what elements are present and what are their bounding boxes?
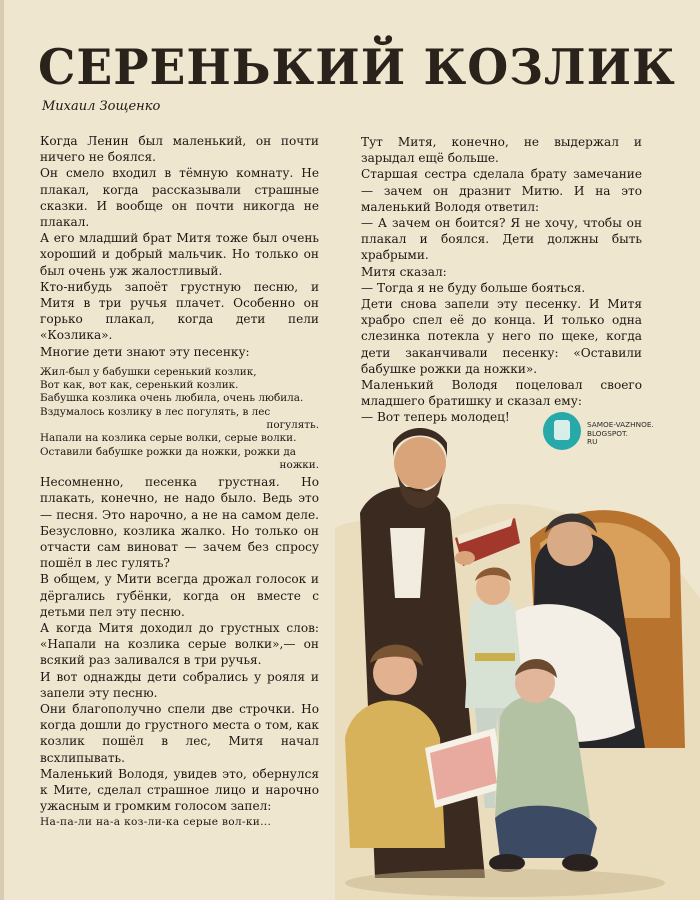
song-verse	[40, 366, 319, 472]
paragraph: Многие дети знают эту песенку:	[40, 344, 250, 359]
watermark-text: SAMOE-VAZHNOE. BLOGSPOT. RU	[587, 420, 654, 447]
song-line: Напали на козлика серые волки, серые волки.	[40, 432, 297, 445]
paragraph: Митя сказал:	[361, 264, 447, 279]
song-line: погулять.	[266, 419, 319, 432]
left-column	[40, 133, 319, 831]
paragraph: Старшая сестра сделала брату замечание — зачем он дразнит Митю. И на это маленький Володя ответил:	[361, 167, 642, 214]
author-name: Михаил Зощенко	[42, 99, 161, 114]
song-line: Жил-был у бабушки серенький козлик,	[40, 365, 257, 378]
page-edge	[0, 0, 4, 900]
paragraph: — Вот теперь молодец!	[361, 410, 510, 425]
paragraph: Тут Митя, конечно, не выдержал и зарыдал ещё больше.	[361, 135, 642, 166]
song-line: ножки.	[279, 458, 319, 471]
paragraph: Когда Ленин был маленький, он почти ничего не боялся.	[40, 134, 319, 165]
paragraph: Маленький Володя, увидев это, обернулся к Мите, сделал страшное лицо и нарочно ужасным и громким голосом запел:	[40, 766, 319, 814]
paragraph: Он смело входил в тёмную комнату. Не плакал, когда рассказывали страшные сказки. И вообще он почти никогда не плакал.	[40, 166, 319, 230]
paragraph: Несомненно, песенка грустная. Но плакать, конечно, не надо было. Ведь это — песня. Это нарочно, а не на самом деле. Безусловно, козлика жалко. Но только он отчасти сам виноват — зачем без спросу пошёл в лес гулять?	[40, 475, 319, 571]
final-song-line: На-па-ли на-а коз-ли-ка серые вол-ки...	[40, 816, 272, 829]
page-title: СЕРЕНЬКИЙ КОЗЛИК	[38, 38, 676, 96]
paragraph: Маленький Володя поцеловал своего младшего братишку и сказал ему:	[361, 378, 642, 409]
paragraph: А его младший брат Митя тоже был очень хороший и добрый мальчик. Но только он был очень уж жалостливый.	[40, 231, 319, 278]
right-column	[361, 134, 642, 426]
family-illustration	[335, 418, 700, 900]
paragraph: Они благополучно спели две строчки. Но когда дошли до грустного места о том, как козлик пошёл в лес, Митя начал всхлипывать.	[40, 702, 319, 765]
paragraph: В общем, у Мити всегда дрожал голосок и дёргались губёнки, когда он вместе с детьми пел эту песню.	[40, 572, 319, 619]
paragraph: А когда Митя доходил до грустных слов: «Напали на козлика серые волки»,— он всякий раз заливался в три ручья.	[40, 621, 319, 668]
paragraph: И вот однажды дети собрались у рояля и запели эту песню.	[40, 669, 319, 700]
paragraph: — Тогда я не буду больше бояться.	[361, 280, 586, 295]
song-line: Вот как, вот как, серенький козлик.	[40, 379, 239, 392]
song-line: Оставили бабушке рожки да ножки, рожки да	[40, 445, 296, 458]
song-line: Вздумалось козлику в лес погулять, в лес	[40, 405, 271, 418]
paragraph: Кто-нибудь запоёт грустную песню, и Митя в три ручья плачет. Особенно он горько плакал, когда дети пели «Козлика».	[40, 279, 319, 343]
paragraph: — А зачем он боится? Я не хочу, чтобы он плакал и боялся. Дети должны быть храбрыми.	[361, 216, 642, 263]
paragraph: Дети снова запели эту песенку. И Митя храбро спел её до конца. И только одна слезинка потекла у него по щеке, когда дети заканчивали песенку: «Оставили бабушке рожки да ножки».	[361, 297, 642, 376]
song-line: Бабушка козлика очень любила, очень любила.	[40, 392, 304, 405]
